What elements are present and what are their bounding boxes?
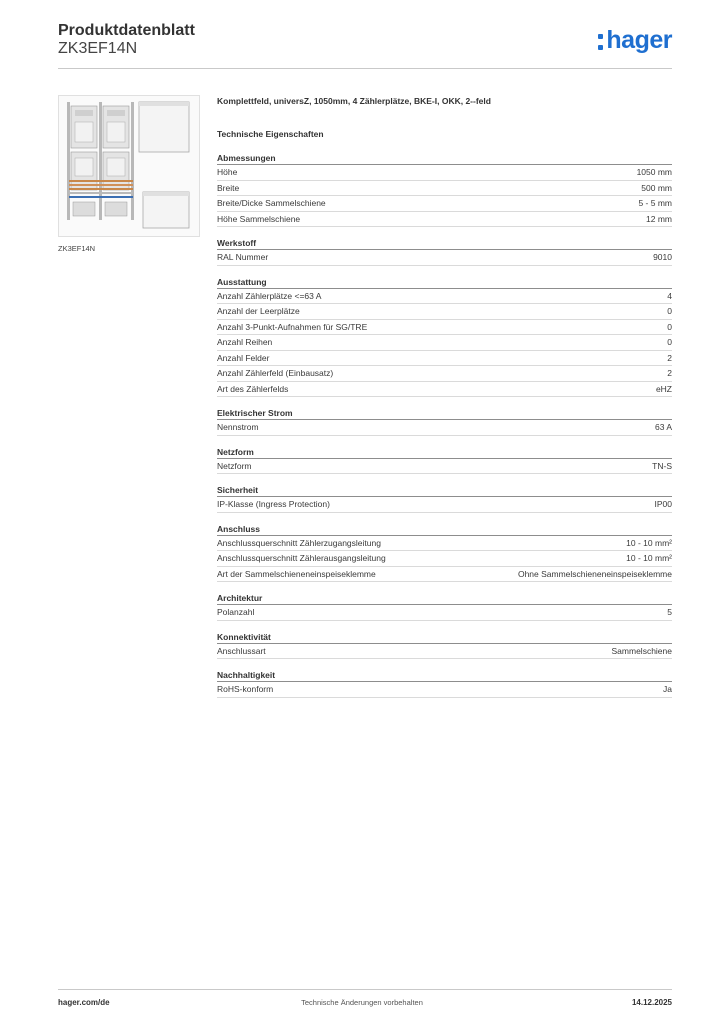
spec-row	[217, 304, 672, 320]
spec-label: Netzform	[217, 460, 252, 471]
spec-row	[217, 165, 672, 181]
spec-section	[217, 152, 672, 227]
spec-label: Anzahl Zählerfeld (Einbausatz)	[217, 368, 334, 378]
spec-label: Breite/Dicke Sammelschiene	[217, 198, 326, 208]
spec-section	[217, 484, 672, 513]
spec-value: IP00	[654, 499, 672, 509]
section-title: Konnektivität	[217, 631, 672, 644]
spec-row	[217, 567, 672, 583]
spec-value: 9010	[653, 252, 672, 262]
logo-colon-icon	[598, 34, 604, 50]
spec-row	[217, 497, 672, 513]
spec-row	[217, 181, 672, 197]
product-description: Komplettfeld, universZ, 1050mm, 4 Zählerplätze, BKE-I, OKK, 2--feld	[217, 96, 491, 106]
spec-row	[217, 250, 672, 266]
spec-row	[217, 196, 672, 212]
section-title: Werkstoff	[217, 237, 672, 250]
section-title: Abmessungen	[217, 152, 672, 165]
footer-date: 14.12.2025	[631, 998, 672, 1007]
spec-value: TN-S	[652, 460, 672, 471]
spec-label: Höhe	[217, 167, 238, 177]
spec-value: 2	[667, 352, 672, 363]
section-title: Architektur	[217, 592, 672, 605]
document-title: Produktdatenblatt	[58, 22, 195, 39]
spec-label: IP-Klasse (Ingress Protection)	[217, 499, 330, 509]
spec-row	[217, 536, 672, 552]
spec-label: Anzahl 3-Punkt-Aufnahmen für SG/TRE	[217, 321, 368, 332]
spec-label: Anschlussart	[217, 645, 266, 656]
spec-label: Breite	[217, 182, 240, 193]
spec-row	[217, 644, 672, 660]
spec-label: Art des Zählerfelds	[217, 383, 289, 394]
spec-value: eHZ	[655, 383, 672, 394]
spec-row	[217, 605, 672, 621]
spec-section	[217, 237, 672, 266]
spec-value: 5	[667, 607, 672, 617]
spec-row	[217, 420, 672, 436]
section-title: Anschluss	[217, 523, 672, 536]
header-divider	[58, 68, 672, 69]
hager-logo	[598, 26, 672, 55]
spec-row	[217, 459, 672, 475]
spec-label: Nennstrom	[217, 422, 259, 432]
spec-label: Höhe Sammelschiene	[217, 213, 301, 224]
spec-row	[217, 366, 672, 382]
spec-label: Anzahl der Leerplätze	[217, 306, 300, 316]
spec-row	[217, 551, 672, 567]
spec-label: Polanzahl	[217, 607, 255, 617]
spec-value: 63 A	[654, 422, 672, 432]
spec-row	[217, 382, 672, 398]
section-title: Netzform	[217, 446, 672, 459]
spec-row	[217, 289, 672, 305]
spec-section	[217, 407, 672, 436]
spec-section	[217, 669, 672, 698]
spec-label: Anzahl Reihen	[217, 337, 273, 347]
footer-website: hager.com/de	[58, 998, 110, 1007]
page-header	[58, 20, 672, 70]
spec-row	[217, 682, 672, 698]
spec-sections	[217, 152, 672, 698]
section-title: Ausstattung	[217, 276, 672, 289]
spec-section	[217, 592, 672, 621]
spec-value: 500 mm	[641, 182, 672, 193]
section-title: Elektrischer Strom	[217, 407, 672, 420]
product-code: ZK3EF14N	[58, 40, 138, 57]
spec-value: Sammelschiene	[611, 645, 672, 656]
spec-label: Art der Sammelschieneneinspeiseklemme	[217, 568, 376, 579]
technical-properties-heading: Technische Eigenschaften	[217, 129, 324, 139]
spec-value: 0	[667, 321, 672, 332]
spec-label: Anzahl Zählerplätze <=63 A	[217, 290, 322, 301]
spec-section	[217, 523, 672, 583]
spec-row	[217, 335, 672, 351]
spec-label: Anschlussquerschnitt Zählerausgangsleitung	[217, 553, 386, 563]
spec-row	[217, 351, 672, 367]
spec-value: 0	[667, 306, 672, 316]
spec-value: Ja	[663, 684, 672, 694]
spec-value: 10 - 10 mm²	[626, 537, 672, 548]
product-image	[58, 95, 200, 237]
meter-cabinet-illustration	[59, 96, 199, 236]
spec-value: 0	[667, 337, 672, 347]
section-title: Sicherheit	[217, 484, 672, 497]
footer-notice: Technische Änderungen vorbehalten	[301, 998, 423, 1007]
spec-value: 4	[667, 290, 672, 301]
spec-section	[217, 446, 672, 475]
spec-value: 2	[667, 368, 672, 378]
product-content	[217, 96, 672, 708]
spec-value: Ohne Sammelschieneneinspeiseklemme	[517, 568, 672, 579]
spec-label: RAL Nummer	[217, 252, 269, 262]
spec-label: Anschlussquerschnitt Zählerzugangsleitung	[217, 537, 381, 548]
spec-row	[217, 212, 672, 228]
spec-value: 12 mm	[646, 213, 672, 224]
section-title: Nachhaltigkeit	[217, 669, 672, 682]
spec-label: Anzahl Felder	[217, 352, 270, 363]
spec-row	[217, 320, 672, 336]
spec-section	[217, 631, 672, 660]
spec-section	[217, 276, 672, 398]
spec-value: 5 - 5 mm	[638, 198, 672, 208]
spec-label: RoHS-konform	[217, 684, 274, 694]
logo-text: hager	[606, 26, 672, 54]
spec-value: 10 - 10 mm²	[626, 553, 672, 563]
spec-value: 1050 mm	[636, 167, 672, 177]
footer-divider	[58, 989, 672, 990]
image-caption: ZK3EF14N	[58, 244, 96, 253]
